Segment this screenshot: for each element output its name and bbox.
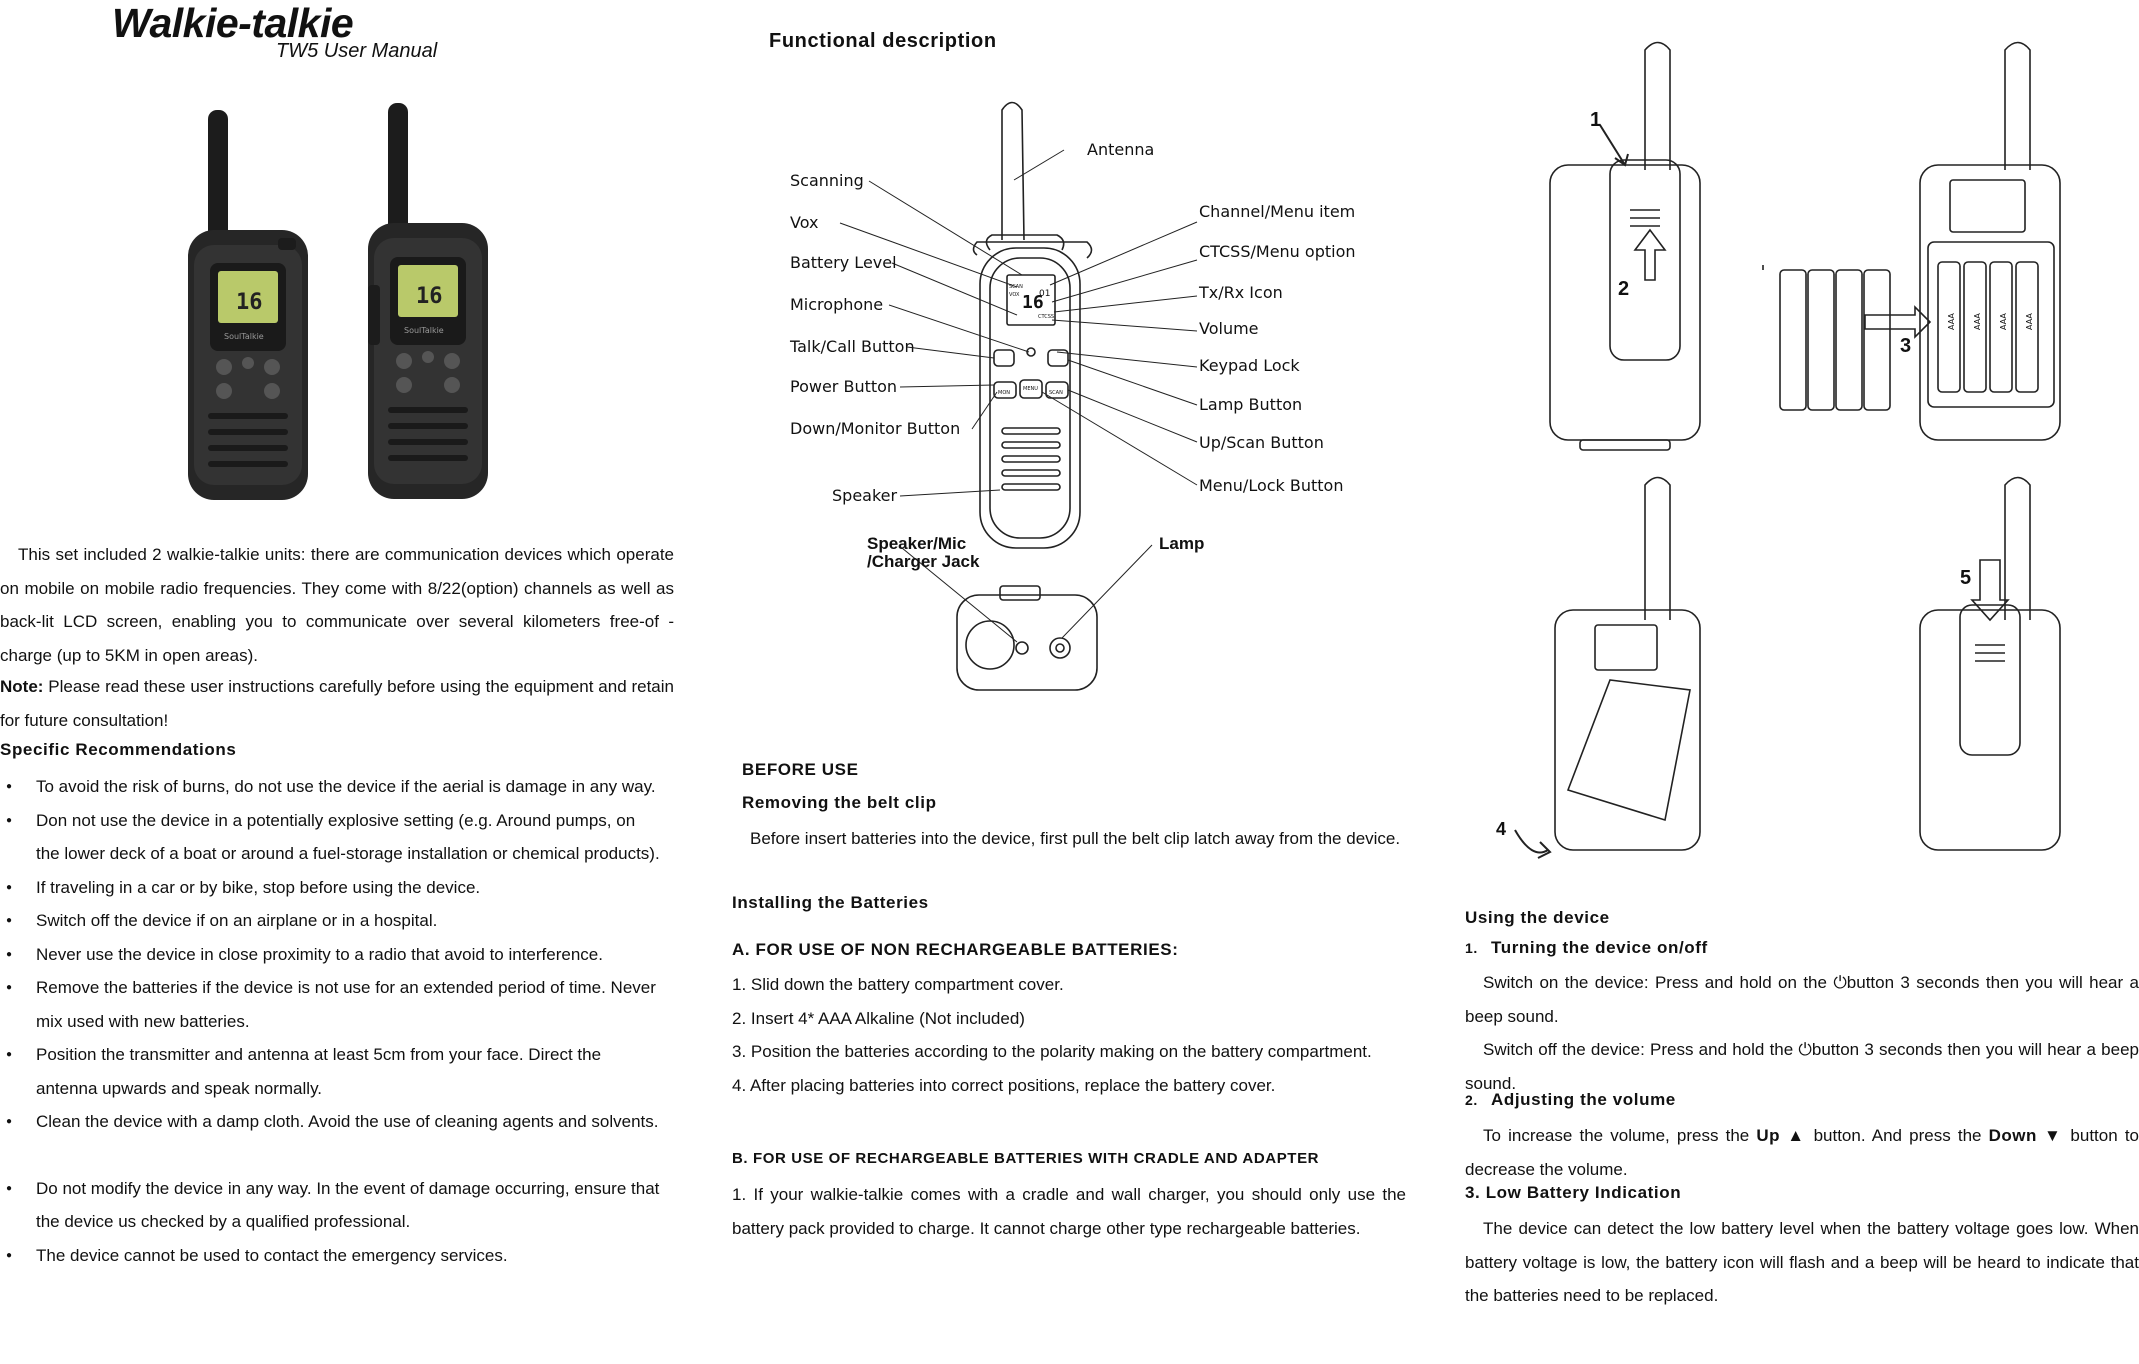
label-channel-menu: Channel/Menu item (1199, 202, 1356, 221)
label-charger-jack: /Charger Jack (867, 552, 980, 571)
intro-paragraph: This set included 2 walkie-talkie units: there are communication devices which operate on mobile on mobile radio frequencies. They come with 8/22(option) channels as well as back-lit LCD screen, enabling you to communicate over several kilometers free-of -charge (up to 5KM in open areas). (0, 545, 674, 665)
down-keyword: Down (1988, 1126, 2037, 1145)
topic-1-heading (1465, 938, 1708, 958)
recommendations-list (0, 770, 660, 1272)
note-text: Please read these user instructions carefully before using the equipment and retain for future consultation! (0, 677, 674, 730)
list-item: ● Switch off the device if on an airplane or in a hospital. (0, 904, 660, 938)
power-icon: ⏻ (1798, 1040, 1812, 1059)
up-arrow-icon: ▲ (1787, 1126, 1807, 1145)
step-1-mark: 1 (1590, 109, 1602, 131)
label-talk-call: Talk/Call Button (790, 337, 915, 356)
topic-2-heading (1465, 1090, 1676, 1110)
section-b-heading: B. FOR USE OF RECHARGEABLE BATTERIES WITH CRADLE AND ADAPTER (732, 1150, 1320, 1167)
note-label: Note: (0, 677, 44, 696)
low-battery-text: The device can detect the low battery level when the battery voltage goes low. When battery voltage is low, the battery icon will flash and a beep will be heard to indicate that the batteries need to be replaced. (1465, 1219, 2139, 1305)
power-on-text: Switch on the device: Press and hold on the ⏻button 3 seconds then you will hear a beep sound. (1465, 973, 2139, 1026)
step-2-mark: 2 (1618, 278, 1630, 300)
volume-text: To increase the volume, press the Up ▲ button. And press the Down ▼ button to decrease the volume. (1465, 1126, 2139, 1179)
list-item: 4. After placing batteries into correct positions, replace the battery cover. (732, 1075, 1276, 1095)
battery-compartment-figure (1780, 43, 2060, 441)
section-a-steps (732, 968, 1406, 1102)
up-keyword: Up (1756, 1126, 1781, 1145)
recommendations-heading: Specific Recommendations (0, 740, 237, 759)
down-arrow-icon: ▼ (2044, 1126, 2064, 1145)
list-item: ● Never use the device in close proximity to a radio that avoid to interference. (0, 938, 660, 972)
walkie-talkie-photo (180, 95, 500, 505)
clip-reinstall-figure (1920, 478, 2060, 851)
label-speaker-mic: Speaker/Mic (867, 534, 967, 553)
list-item: 3. Position the batteries according to the polarity making on the battery compartment. (732, 1042, 1372, 1061)
power-off-text: Switch off the device: Press and hold the ⏻button 3 seconds then you will hear a beep sound. (1465, 1040, 2139, 1093)
diagram-btn-scan: SCAN (1049, 390, 1063, 396)
install-batteries-heading: Installing the Batteries (732, 893, 929, 912)
list-item: ● The device cannot be used to contact the emergency services. (0, 1239, 660, 1273)
walkie-talkie-unit-right (368, 103, 488, 499)
list-item: ● Remove the batteries if the device is not use for an extended period of time. Never mix used with new batteries. (0, 971, 660, 1038)
topic-1-title: Turning the device on/off (1491, 938, 1708, 957)
functional-description-title: Functional description (769, 30, 997, 52)
lcd-number: 16 (416, 284, 443, 309)
label-menu-lock: Menu/Lock Button (1199, 476, 1344, 495)
brand-text: SoulTalkie (224, 332, 264, 341)
diagram-lcd-vox: VOX (1009, 292, 1020, 298)
list-item: ● Clean the device with a damp cloth. Avoid the use of cleaning agents and solvents. (0, 1105, 660, 1139)
label-keypad-lock: Keypad Lock (1199, 356, 1300, 375)
topic-3-heading: 3. Low Battery Indication (1465, 1183, 1682, 1202)
topic-2-number: 2. (1465, 1092, 1478, 1108)
power-icon: ⏻ (1833, 973, 1847, 992)
list-item: 2. Insert 4* AAA Alkaline (Not included) (732, 1008, 1025, 1028)
topic-1-number: 1. (1465, 940, 1478, 956)
diagram-lcd-scan: SCAN (1009, 284, 1023, 290)
page-title: Walkie-talkie (112, 0, 354, 46)
power-instructions (1465, 966, 2139, 1100)
aaa-label: AAA (1973, 313, 1982, 330)
belt-clip-text: Before insert batteries into the device, first pull the belt clip latch away from the device. (750, 829, 1401, 848)
topic-2-title: Adjusting the volume (1491, 1090, 1676, 1109)
belt-clip-figure (1550, 43, 1763, 451)
step-5-mark: 5 (1960, 567, 1972, 589)
walkie-talkie-unit-left (188, 110, 308, 500)
label-up-scan: Up/Scan Button (1199, 433, 1324, 452)
label-txrx: Tx/Rx Icon (1199, 283, 1283, 302)
belt-clip-heading: Removing the belt clip (742, 793, 937, 812)
label-power: Power Button (790, 377, 898, 396)
diagram-lcd-ctcss: CTCSS (1038, 314, 1055, 320)
list-item: ● Position the transmitter and antenna at least 5cm from your face. Direct the antenna upwards and speak normally. (0, 1038, 660, 1105)
aaa-label: AAA (1999, 313, 2008, 330)
label-vox: Vox (790, 213, 819, 232)
page-subtitle: TW5 User Manual (276, 40, 438, 62)
list-item: ● Do not modify the device in any way. In the event of damage occurring, ensure that the device us checked by a qualified professional. (0, 1172, 660, 1239)
cover-open-figure (1515, 478, 1700, 859)
list-item: ● Don not use the device in a potentially explosive setting (e.g. Around pumps, on the lower deck of a boat or around a fuel-storage installation or chemical products). (0, 804, 660, 871)
before-use-heading: BEFORE USE (742, 760, 859, 779)
diagram-btn-mon: MON (998, 390, 1010, 396)
step-4-mark: 4 (1496, 819, 1507, 839)
column-middle (732, 0, 1412, 1364)
label-lamp-button: Lamp Button (1199, 395, 1303, 414)
section-b-step: 1. If your walkie-talkie comes with a cradle and wall charger, you should only use the battery pack provided to charge. It cannot charge other type rechargeable batteries. (732, 1185, 1406, 1238)
diagram-lcd-channel: 01 (1039, 289, 1051, 299)
label-battery-level: Battery Level (790, 253, 897, 272)
label-microphone: Microphone (790, 295, 884, 314)
functional-diagram (732, 90, 1412, 710)
aaa-label: AAA (1947, 313, 1956, 330)
battery-install-illustrations (1460, 30, 2139, 860)
label-scanning: Scanning (790, 171, 864, 190)
lcd-number: 16 (236, 290, 263, 315)
step-3-mark: 3 (1900, 335, 1912, 357)
diagram-btn-menu: MENU (1023, 386, 1038, 392)
list-item: 1. Slid down the battery compartment cover. (732, 975, 1064, 994)
section-a-heading: A. FOR USE OF NON RECHARGEABLE BATTERIES: (732, 940, 1179, 959)
list-item: ● To avoid the risk of burns, do not use the device if the aerial is damage in any way. (0, 770, 660, 804)
brand-text: SoulTalkie (404, 326, 444, 335)
label-speaker: Speaker (832, 486, 898, 505)
label-ctcss-menu: CTCSS/Menu option (1199, 242, 1356, 261)
column-left (0, 0, 680, 1364)
column-right (1460, 0, 2139, 1364)
aaa-label: AAA (2025, 313, 2034, 330)
list-item: ● If traveling in a car or by bike, stop before using the device. (0, 871, 660, 905)
label-lamp: Lamp (1159, 534, 1205, 553)
diagram-lcd-number: 16 (1022, 292, 1044, 313)
label-volume: Volume (1199, 319, 1259, 338)
label-down-monitor: Down/Monitor Button (790, 419, 961, 438)
using-device-heading: Using the device (1465, 908, 1610, 927)
label-antenna: Antenna (1087, 140, 1155, 159)
note-paragraph (0, 670, 674, 737)
